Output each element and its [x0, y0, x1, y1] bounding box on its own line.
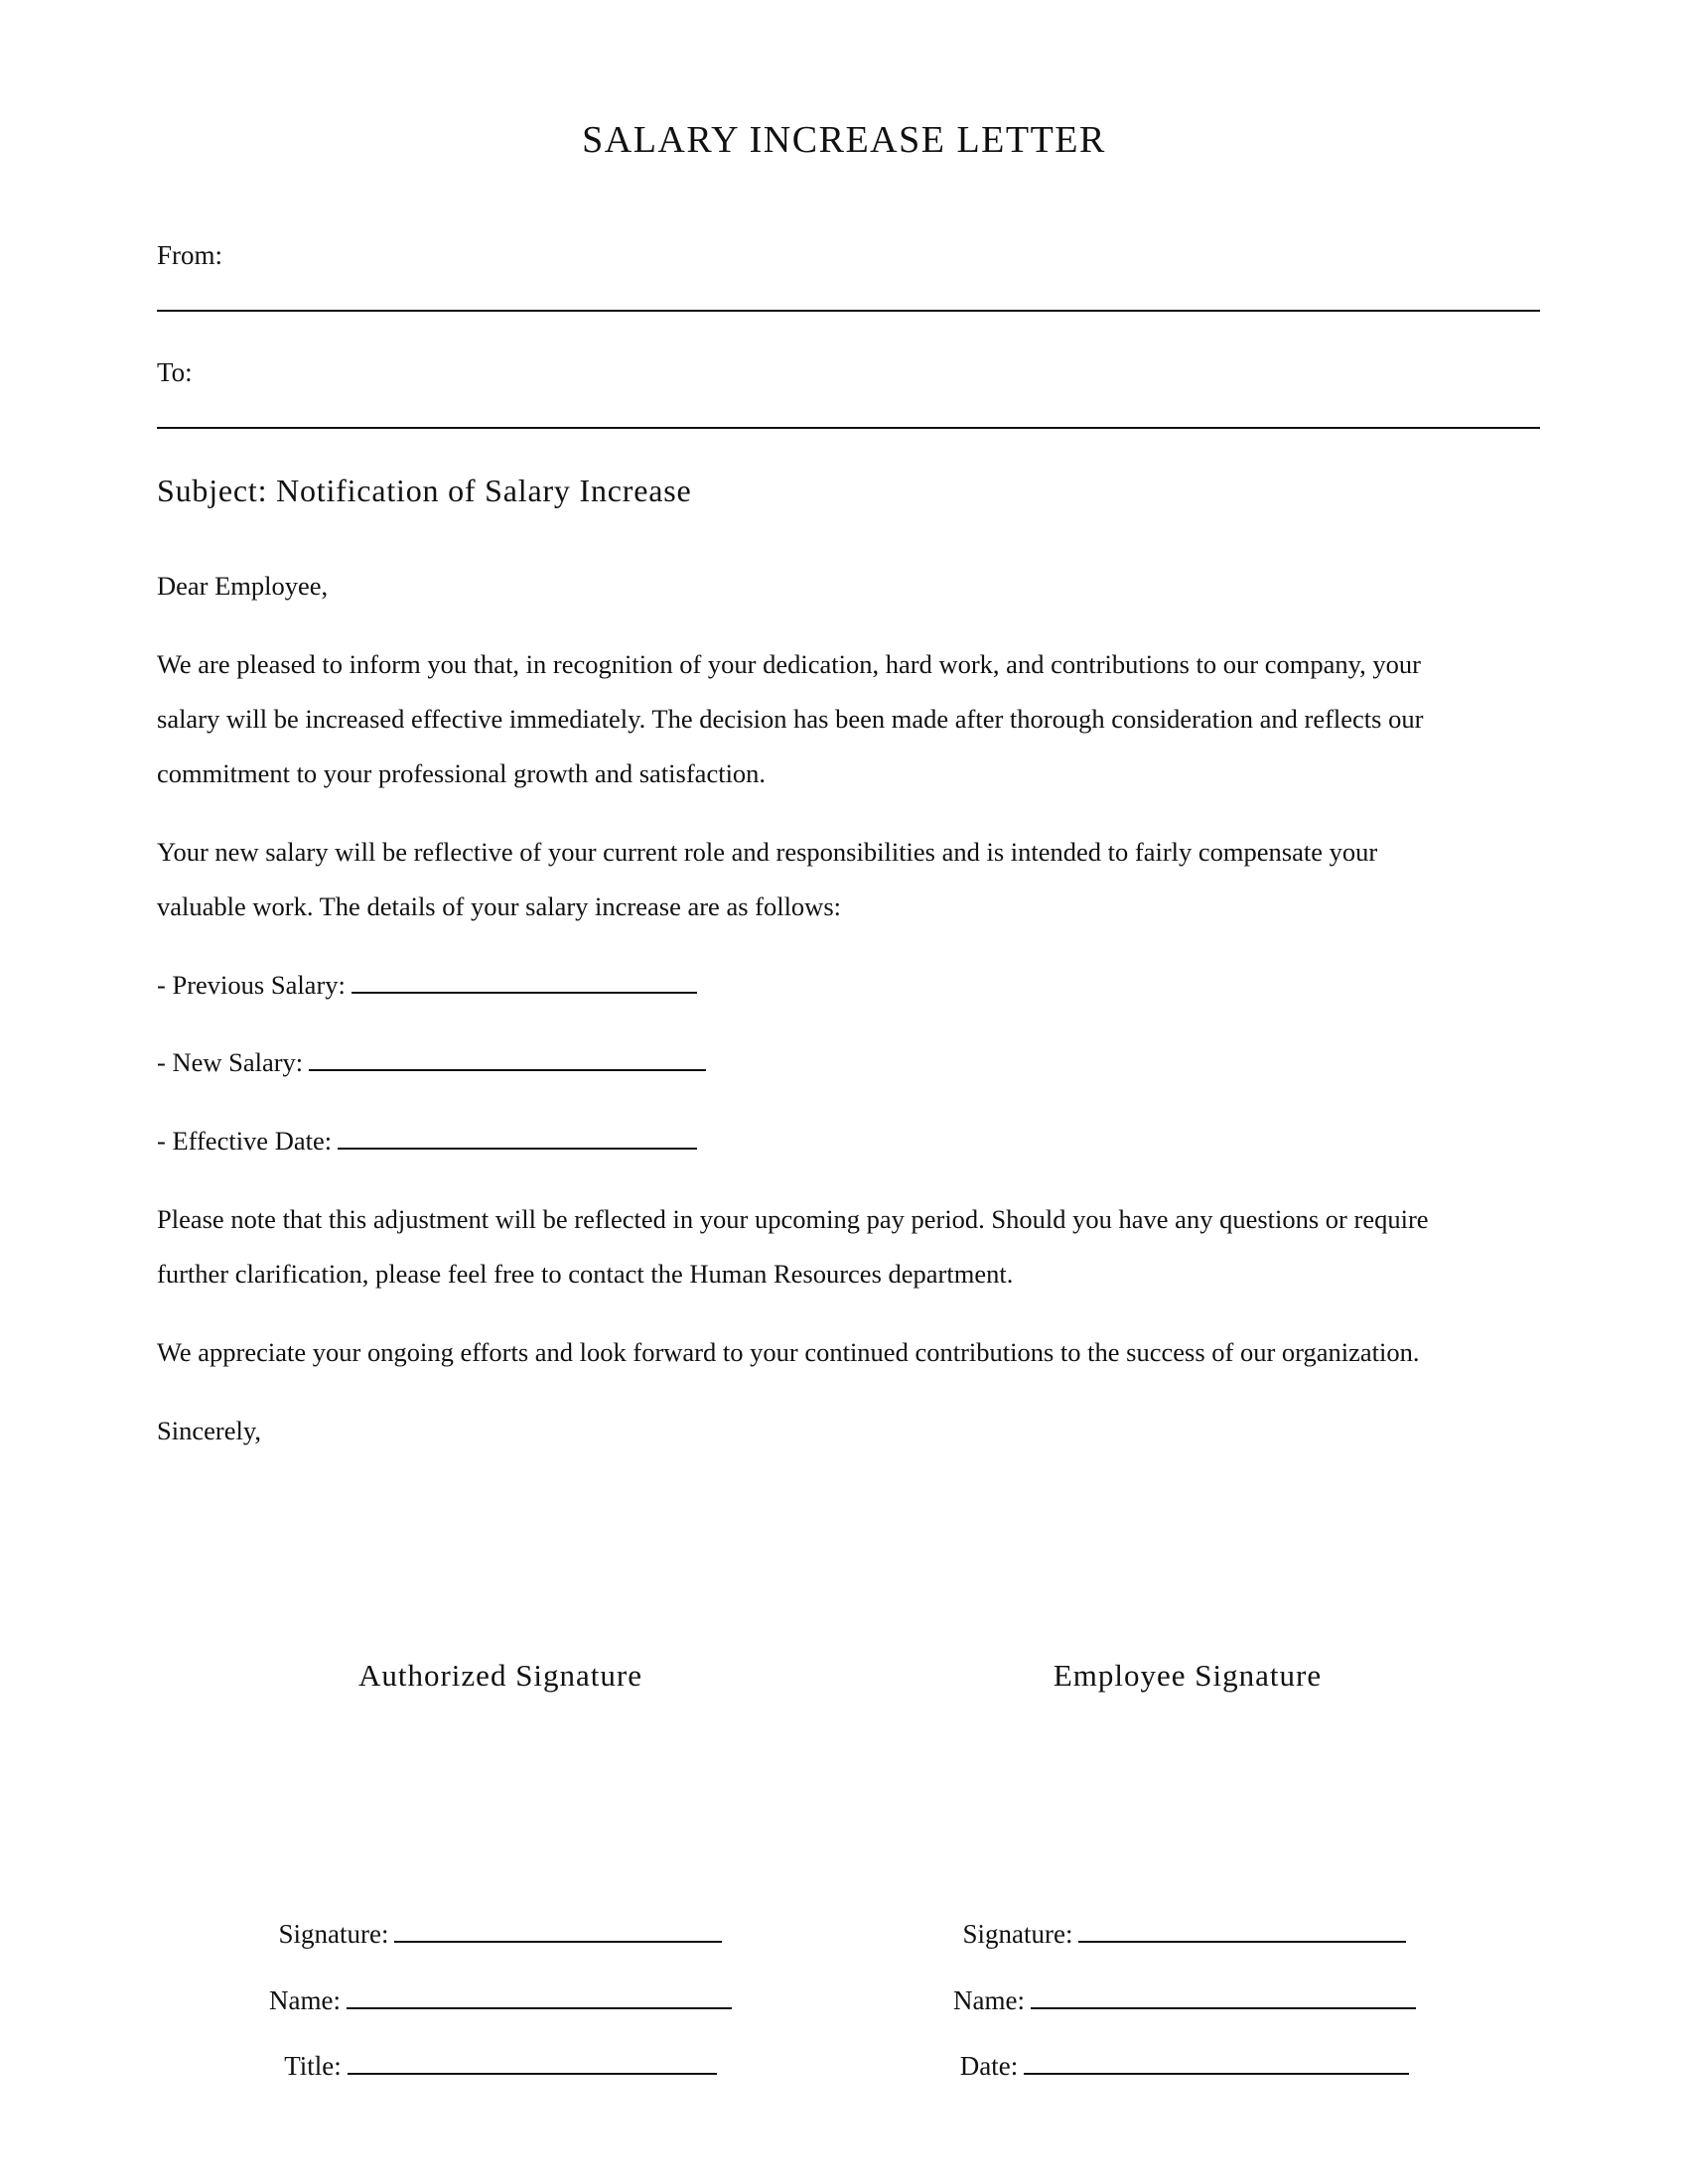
paragraph-2-line-1: Your new salary will be reflective of your current role and responsibilities and is intended to fairly compensate your [157, 837, 1378, 867]
paragraph-1-line-1: We are pleased to inform you that, in recognition of your dedication, hard work, and contributions to our company, your [157, 649, 1421, 679]
employee-name-field[interactable] [1031, 1983, 1416, 2009]
new-salary-field[interactable] [309, 1045, 706, 1071]
paragraph-4: We appreciate your ongoing efforts and look forward to your continued contributions to the success of our organization. [157, 1337, 1420, 1367]
effective-date-field[interactable] [338, 1124, 697, 1150]
authorized-signature-heading: Authorized Signature [357, 1658, 642, 1693]
employee-signature-heading: Employee Signature [1053, 1658, 1323, 1693]
employee-name-row [887, 1982, 1482, 2018]
new-salary-label: - New Salary: [157, 1047, 304, 1077]
subject-line: Subject: Notification of Salary Increase [157, 473, 692, 508]
authorized-name-label: Name: [269, 1985, 341, 2015]
from-label: From: [157, 240, 223, 270]
authorized-signature-field[interactable] [394, 1917, 722, 1943]
employee-name-label: Name: [953, 1985, 1025, 2015]
authorized-name-row [203, 1982, 798, 2018]
to-field-line[interactable] [157, 427, 1540, 429]
authorized-signature-label: Signature: [278, 1919, 389, 1949]
closing: Sincerely, [157, 1416, 261, 1445]
employee-signature-label: Signature: [962, 1919, 1073, 1949]
effective-date-row [157, 1114, 1547, 1168]
authorized-name-field[interactable] [347, 1983, 732, 2009]
greeting: Dear Employee, [157, 571, 329, 601]
authorized-title-row [203, 2048, 798, 2084]
new-salary-row [157, 1035, 1547, 1090]
from-field-line[interactable] [157, 310, 1540, 312]
employee-date-field[interactable] [1024, 2049, 1409, 2075]
paragraph-2-line-2: valuable work. The details of your salary increase are as follows: [157, 891, 841, 921]
previous-salary-row [157, 958, 1547, 1013]
employee-date-row [887, 2048, 1482, 2084]
previous-salary-label: - Previous Salary: [157, 970, 346, 1000]
employee-signature-row [887, 1916, 1482, 1952]
authorized-signature-row [203, 1916, 798, 1952]
employee-signature-field[interactable] [1078, 1917, 1406, 1943]
authorized-title-field[interactable] [348, 2049, 717, 2075]
paragraph-3-line-1: Please note that this adjustment will be reflected in your upcoming pay period. Should you have any questions or require [157, 1204, 1429, 1234]
paragraph-1-line-2: salary will be increased effective immediately. The decision has been made after thorough consideration and reflects our [157, 704, 1424, 734]
paragraph-1-line-3: commitment to your professional growth and satisfaction. [157, 758, 767, 788]
to-label: To: [157, 357, 193, 387]
authorized-title-label: Title: [284, 2051, 342, 2081]
document-title: SALARY INCREASE LETTER [582, 119, 1106, 161]
effective-date-label: - Effective Date: [157, 1126, 333, 1156]
employee-date-label: Date: [959, 2051, 1019, 2081]
paragraph-3-line-2: further clarification, please feel free to contact the Human Resources department. [157, 1259, 1014, 1289]
previous-salary-field[interactable] [352, 968, 697, 994]
